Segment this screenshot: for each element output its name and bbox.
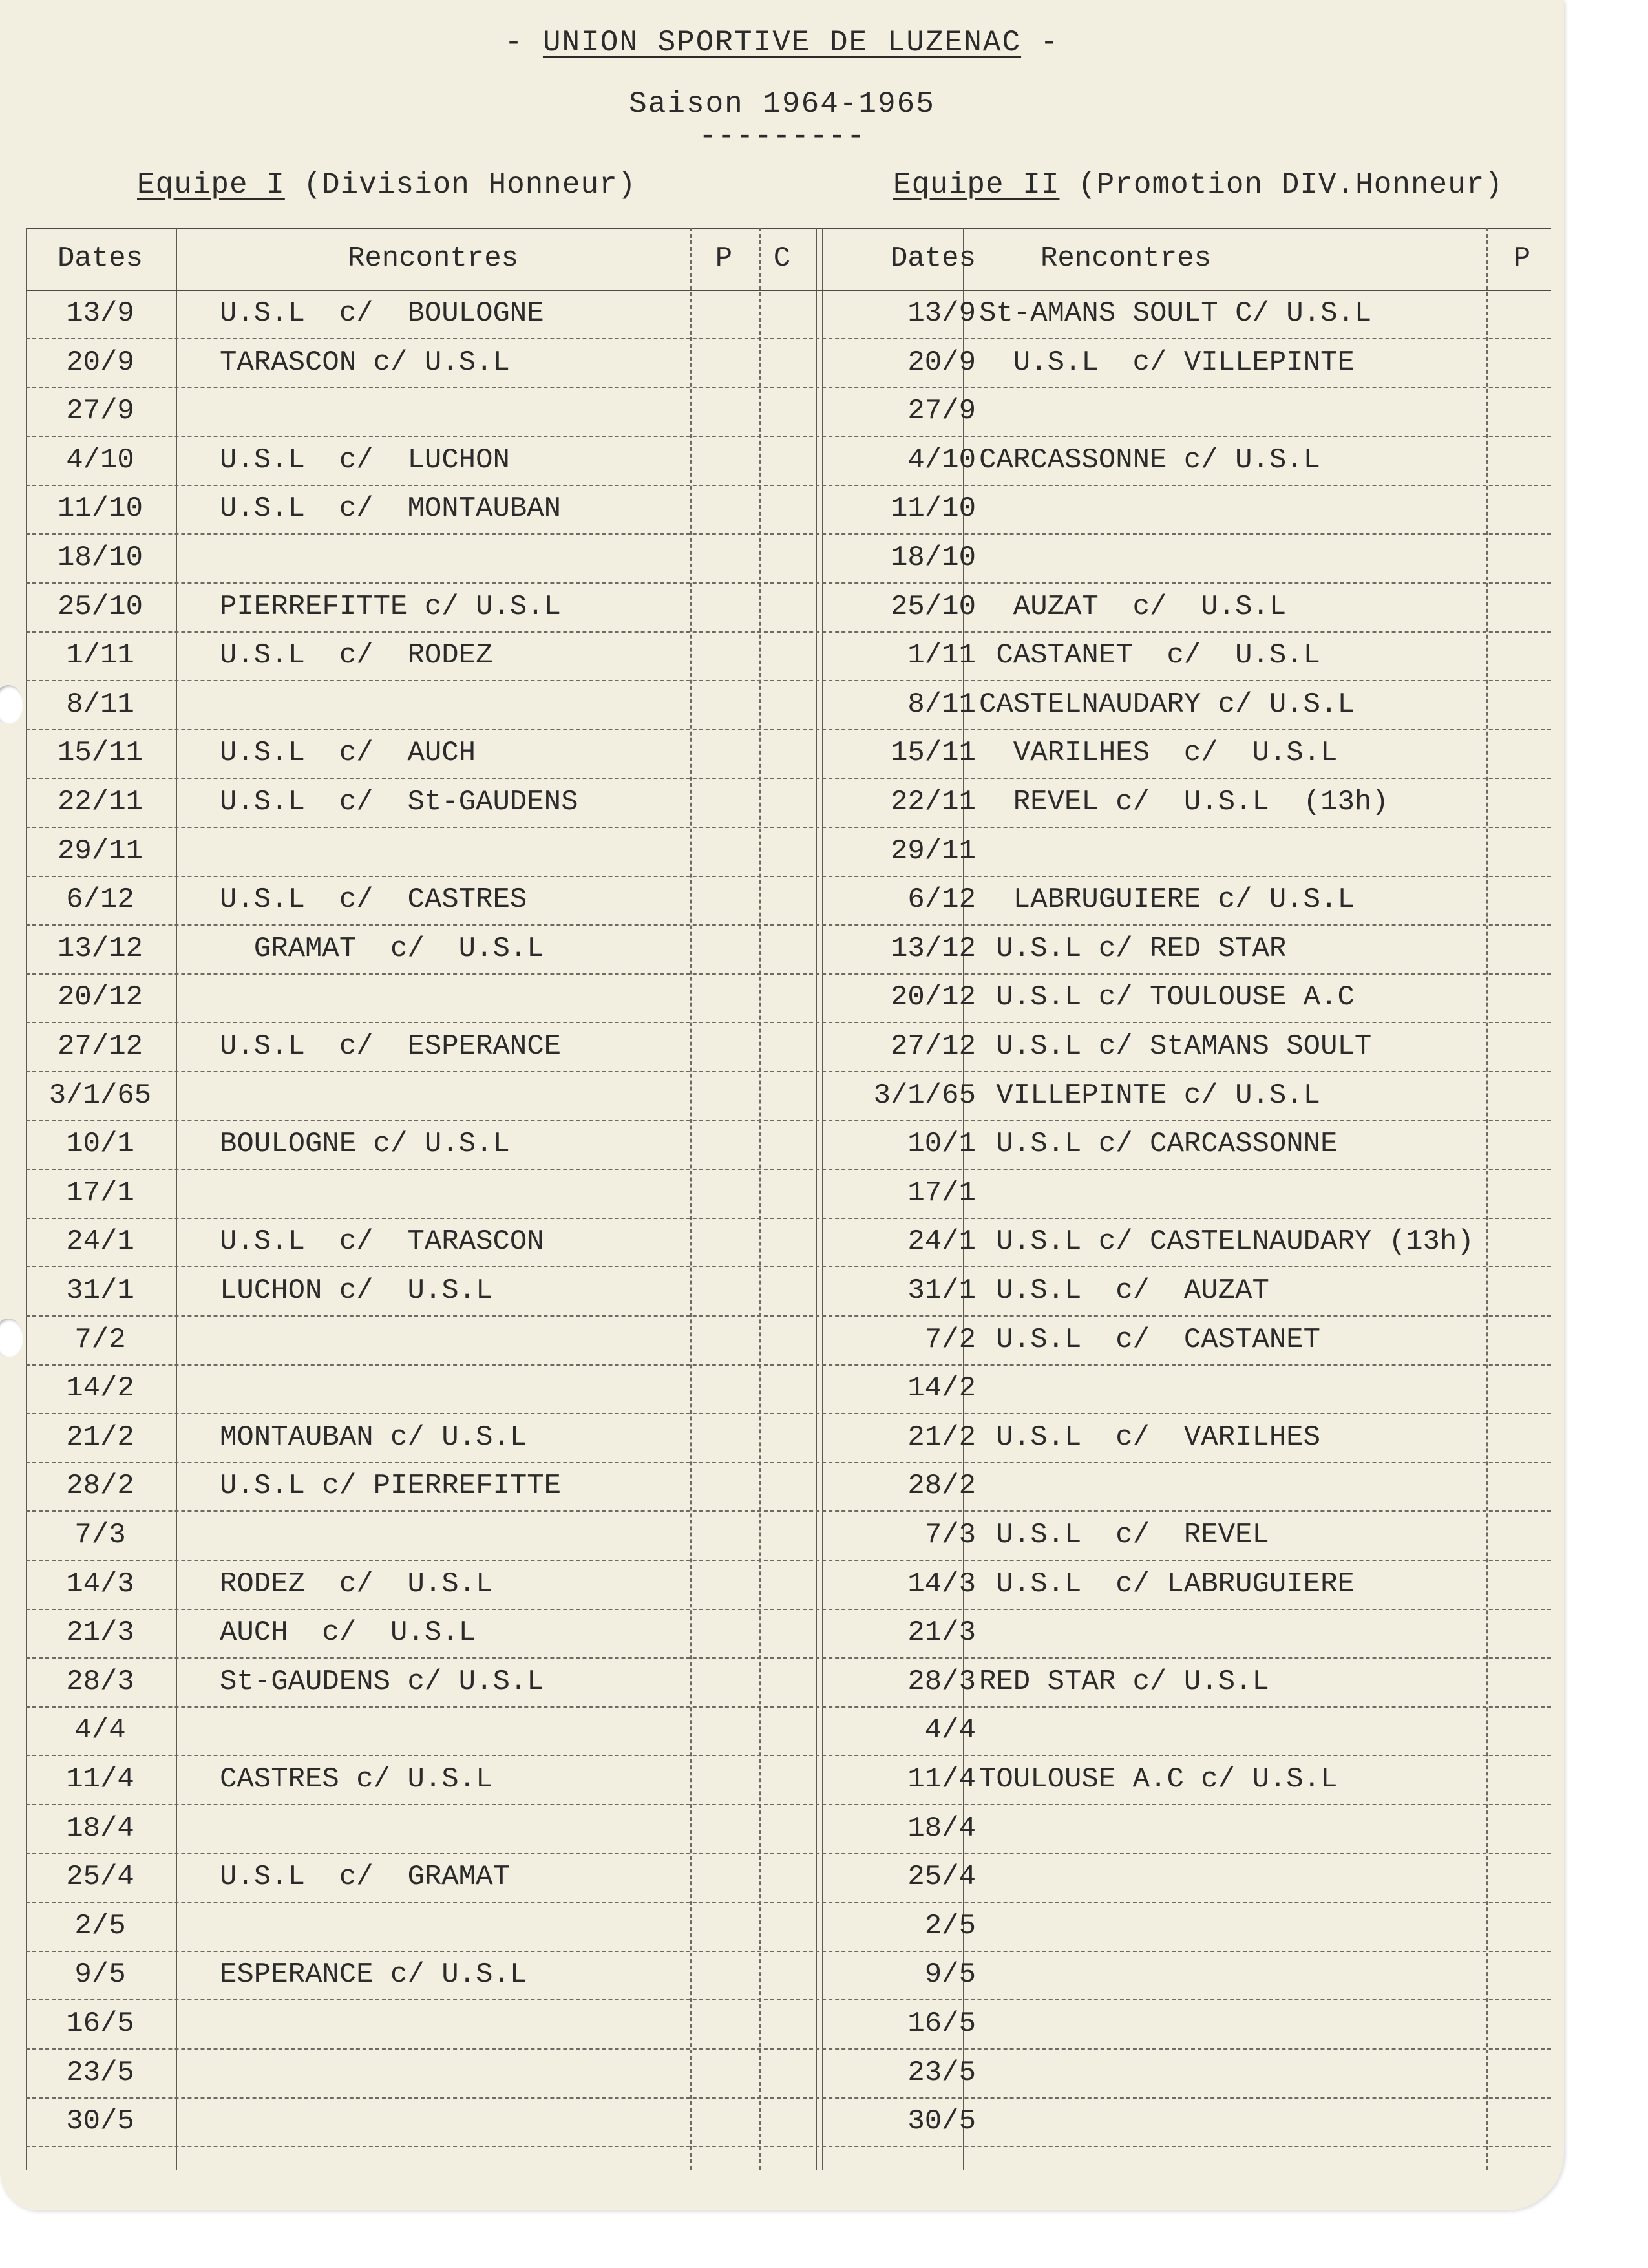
match-team2 — [973, 2000, 1548, 2048]
date-team1: 7/2 — [74, 1323, 126, 1356]
date-team1: 21/3 — [66, 1616, 134, 1649]
date-team2: 23/5 — [907, 2056, 976, 2089]
match-team1: LUCHON c/ U.S.L — [220, 1275, 493, 1307]
date-team1: 23/5 — [66, 2056, 134, 2089]
match-team1 — [220, 2000, 711, 2048]
match-team1 — [220, 387, 711, 436]
match-team1: MONTAUBAN c/ U.S.L — [220, 1421, 527, 1454]
date-team1: 22/11 — [57, 786, 143, 818]
title-separator: --------- — [699, 120, 865, 153]
date-team1: 11/10 — [57, 493, 143, 525]
match-team2: RED STAR c/ U.S.L — [979, 1665, 1269, 1698]
date-team2: 28/2 — [907, 1470, 976, 1503]
match-team2: REVEL c/ U.S.L (13h) — [979, 786, 1389, 818]
date-team2: 4/4 — [924, 1714, 976, 1747]
date-team2: 25/4 — [907, 1861, 976, 1894]
match-team1 — [220, 827, 711, 876]
match-team2: U.S.L c/ VARILHES — [979, 1421, 1321, 1454]
date-team2: 13/12 — [890, 932, 976, 965]
match-team1 — [220, 1169, 711, 1218]
date-team1: 21/2 — [66, 1421, 134, 1454]
match-team1 — [220, 1364, 711, 1413]
date-team1: 24/1 — [66, 1225, 134, 1258]
date-team1: 1/11 — [66, 639, 134, 672]
date-team2: 11/4 — [907, 1763, 976, 1796]
match-team2 — [973, 1364, 1548, 1413]
match-team1 — [220, 1902, 711, 1951]
table-row — [26, 631, 1551, 681]
team1-heading — [137, 168, 636, 202]
match-team2: St-AMANS SOULT C/ U.S.L — [979, 297, 1372, 330]
match-team1 — [220, 1706, 711, 1755]
date-team2: 17/1 — [907, 1176, 976, 1209]
header-dates-1: Dates — [57, 242, 143, 275]
date-team1: 15/11 — [57, 737, 143, 770]
date-team2: 3/1/65 — [873, 1079, 976, 1112]
match-team1: ESPERANCE c/ U.S.L — [220, 1958, 527, 1991]
date-team2: 20/9 — [907, 346, 976, 379]
match-team1: GRAMAT c/ U.S.L — [220, 932, 544, 965]
table-row — [26, 681, 1551, 730]
match-team2: VARILHES c/ U.S.L — [979, 737, 1338, 770]
date-team2: 31/1 — [907, 1275, 976, 1307]
date-team1: 13/9 — [66, 297, 134, 330]
date-team1: 27/9 — [66, 395, 134, 428]
match-team1: AUCH c/ U.S.L — [220, 1616, 476, 1649]
date-team2: 13/9 — [907, 297, 976, 330]
match-team2 — [973, 1805, 1548, 1853]
match-team2 — [973, 2097, 1548, 2146]
match-team2 — [973, 1902, 1548, 1951]
date-team2: 10/1 — [907, 1128, 976, 1161]
date-team2: 27/9 — [907, 395, 976, 428]
match-team2: U.S.L c/ CASTANET — [979, 1323, 1321, 1356]
date-team2: 25/10 — [890, 590, 976, 623]
match-team1: U.S.L c/ CASTRES — [220, 884, 527, 917]
date-team1: 27/12 — [57, 1030, 143, 1063]
match-team1: U.S.L c/ ESPERANCE — [220, 1030, 562, 1063]
team2-name: Equipe II — [893, 168, 1060, 202]
date-team1: 28/3 — [66, 1665, 134, 1698]
table-row — [26, 1023, 1551, 1072]
match-team2 — [973, 1951, 1548, 1999]
match-team2 — [973, 1609, 1548, 1657]
match-team1: U.S.L c/ St-GAUDENS — [220, 786, 578, 818]
date-team1: 17/1 — [66, 1176, 134, 1209]
table-row — [26, 925, 1551, 975]
punch-hole — [0, 685, 23, 724]
date-team2: 18/4 — [907, 1812, 976, 1845]
match-team2: CASTANET c/ U.S.L — [979, 639, 1321, 672]
table-row — [26, 1218, 1551, 1267]
table-row — [26, 1951, 1551, 2000]
table-row — [26, 876, 1551, 926]
date-team1: 2/5 — [74, 1909, 126, 1942]
date-team1: 3/1/65 — [48, 1079, 152, 1112]
date-team2: 11/10 — [890, 493, 976, 525]
table-row — [26, 1462, 1551, 1512]
table-row — [26, 2097, 1551, 2147]
table-row — [26, 1072, 1551, 1121]
match-team1 — [220, 1072, 711, 1120]
match-team2 — [973, 1706, 1548, 1755]
match-team1 — [220, 2097, 711, 2146]
date-team2: 1/11 — [907, 639, 976, 672]
date-team2: 8/11 — [907, 688, 976, 721]
date-team1: 28/2 — [66, 1470, 134, 1503]
date-team1: 9/5 — [74, 1958, 126, 1991]
table-row — [26, 1560, 1551, 1610]
date-team2: 6/12 — [907, 884, 976, 917]
table-row — [26, 1658, 1551, 1708]
table-row — [26, 1853, 1551, 1903]
table-row — [26, 1316, 1551, 1366]
date-team2: 16/5 — [907, 2008, 976, 2040]
team2-heading — [893, 168, 1503, 202]
match-team2: LABRUGUIERE c/ U.S.L — [979, 884, 1355, 917]
date-team1: 13/12 — [57, 932, 143, 965]
date-team2: 15/11 — [890, 737, 976, 770]
date-team1: 14/3 — [66, 1567, 134, 1600]
table-row — [26, 1511, 1551, 1561]
table-row — [26, 1120, 1551, 1170]
table-row — [26, 1755, 1551, 1805]
match-team1: U.S.L c/ TARASCON — [220, 1225, 544, 1258]
match-team2: U.S.L c/ CASTELNAUDARY (13h) — [979, 1225, 1474, 1258]
match-team1 — [220, 1805, 711, 1853]
date-team2: 14/3 — [907, 1567, 976, 1600]
punch-hole — [0, 1319, 23, 1357]
date-team2: 22/11 — [890, 786, 976, 818]
date-team1: 16/5 — [66, 2008, 134, 2040]
date-team2: 4/10 — [907, 443, 976, 476]
header-matches-2: Rencontres — [1041, 242, 1212, 275]
match-team1: U.S.L c/ RODEZ — [220, 639, 493, 672]
date-team2: 14/2 — [907, 1372, 976, 1405]
match-team1: U.S.L c/ MONTAUBAN — [220, 493, 562, 525]
match-team2: AUZAT c/ U.S.L — [979, 590, 1287, 623]
header-p-1: P — [715, 242, 733, 275]
match-team2 — [973, 534, 1548, 582]
date-team1: 6/12 — [66, 884, 134, 917]
date-team1: 25/10 — [57, 590, 143, 623]
table-row — [26, 485, 1551, 535]
date-team1: 14/2 — [66, 1372, 134, 1405]
match-team1 — [220, 2049, 711, 2097]
match-team1: St-GAUDENS c/ U.S.L — [220, 1665, 544, 1698]
match-team2: TOULOUSE A.C c/ U.S.L — [979, 1763, 1338, 1796]
date-team1: 8/11 — [66, 688, 134, 721]
date-team1: 4/10 — [66, 443, 134, 476]
match-team1: U.S.L c/ GRAMAT — [220, 1861, 510, 1894]
match-team2 — [973, 1169, 1548, 1218]
match-team1 — [220, 1316, 711, 1364]
table-row — [26, 534, 1551, 584]
table-row — [26, 973, 1551, 1023]
match-team2: VILLEPINTE c/ U.S.L — [979, 1079, 1321, 1112]
table-row — [26, 290, 1551, 339]
header-c-1: C — [773, 242, 791, 275]
match-team1: BOULOGNE c/ U.S.L — [220, 1128, 510, 1161]
match-team2 — [973, 485, 1548, 533]
date-team1: 4/4 — [74, 1714, 126, 1747]
date-team2: 28/3 — [907, 1665, 976, 1698]
match-team2: U.S.L c/ REVEL — [979, 1519, 1269, 1551]
team1-division: (Division Honneur) — [303, 168, 637, 202]
date-team2: 24/1 — [907, 1225, 976, 1258]
match-team2: U.S.L c/ VILLEPINTE — [979, 346, 1355, 379]
document-title: - UNION SPORTIVE DE LUZENAC - — [504, 26, 1060, 59]
table-row — [26, 2000, 1551, 2050]
match-team2 — [973, 1853, 1548, 1902]
date-team1: 29/11 — [57, 834, 143, 867]
match-team1: TARASCON c/ U.S.L — [220, 346, 510, 379]
header-matches-1: Rencontres — [347, 242, 519, 275]
season-label: Saison 1964-1965 — [629, 87, 935, 121]
table-row — [26, 729, 1551, 779]
date-team1: 30/5 — [66, 2105, 134, 2138]
date-team2: 30/5 — [907, 2105, 976, 2138]
match-team1: RODEZ c/ U.S.L — [220, 1567, 493, 1600]
match-team2: U.S.L c/ CARCASSONNE — [979, 1128, 1338, 1161]
match-team1: U.S.L c/ LUCHON — [220, 443, 510, 476]
match-team1: U.S.L c/ AUCH — [220, 737, 476, 770]
date-team2: 18/10 — [890, 542, 976, 574]
header-p-2: P — [1513, 242, 1531, 275]
table-row — [26, 339, 1551, 388]
date-team1: 11/4 — [66, 1763, 134, 1796]
table-row — [26, 1902, 1551, 1952]
table-row — [26, 1364, 1551, 1414]
match-team1: CASTRES c/ U.S.L — [220, 1763, 493, 1796]
table-row — [26, 387, 1551, 437]
table-header-row — [26, 228, 1551, 291]
date-team2: 9/5 — [924, 1958, 976, 1991]
date-team1: 18/4 — [66, 1812, 134, 1845]
table-row — [26, 1706, 1551, 1756]
table-row — [26, 1169, 1551, 1219]
table-row — [26, 2049, 1551, 2099]
date-team1: 25/4 — [66, 1861, 134, 1894]
date-team2: 21/2 — [907, 1421, 976, 1454]
team2-division: (Promotion DIV.Honneur) — [1078, 168, 1503, 202]
match-team1: U.S.L c/ BOULOGNE — [220, 297, 544, 330]
match-team1: PIERREFITTE c/ U.S.L — [220, 590, 562, 623]
table-row — [26, 1414, 1551, 1463]
table-row — [26, 436, 1551, 486]
match-team2: CARCASSONNE c/ U.S.L — [979, 443, 1321, 476]
team1-name: Equipe I — [137, 168, 285, 202]
table-row — [26, 1805, 1551, 1854]
match-team2: U.S.L c/ AUZAT — [979, 1275, 1269, 1307]
date-team1: 20/12 — [57, 981, 143, 1014]
date-team1: 31/1 — [66, 1275, 134, 1307]
table-row — [26, 1267, 1551, 1317]
match-team2 — [973, 2049, 1548, 2097]
date-team1: 18/10 — [57, 542, 143, 574]
date-team2: 27/12 — [890, 1030, 976, 1063]
date-team2: 29/11 — [890, 834, 976, 867]
date-team1: 10/1 — [66, 1128, 134, 1161]
match-team2 — [973, 387, 1548, 436]
date-team2: 7/2 — [924, 1323, 976, 1356]
match-team1 — [220, 681, 711, 729]
match-team2 — [973, 1462, 1548, 1510]
date-team1: 7/3 — [74, 1519, 126, 1551]
match-team1 — [220, 534, 711, 582]
match-team2: U.S.L c/ LABRUGUIERE — [979, 1567, 1355, 1600]
date-team2: 20/12 — [890, 981, 976, 1014]
match-team2: U.S.L c/ TOULOUSE A.C — [979, 981, 1355, 1014]
match-team2: CASTELNAUDARY c/ U.S.L — [979, 688, 1355, 721]
date-team1: 20/9 — [66, 346, 134, 379]
date-team2: 7/3 — [924, 1519, 976, 1551]
table-row — [26, 1609, 1551, 1659]
table-row — [26, 778, 1551, 828]
header-dates-2: Dates — [890, 242, 976, 275]
match-team1 — [220, 1511, 711, 1560]
table-row — [26, 583, 1551, 633]
match-team1: U.S.L c/ PIERREFITTE — [220, 1470, 562, 1503]
match-team2: U.S.L c/ StAMANS SOULT — [979, 1030, 1372, 1063]
date-team2: 2/5 — [924, 1909, 976, 1942]
table-row — [26, 827, 1551, 877]
match-team2: U.S.L c/ RED STAR — [979, 932, 1287, 965]
date-team2: 21/3 — [907, 1616, 976, 1649]
match-team2 — [973, 827, 1548, 876]
match-team1 — [220, 973, 711, 1022]
